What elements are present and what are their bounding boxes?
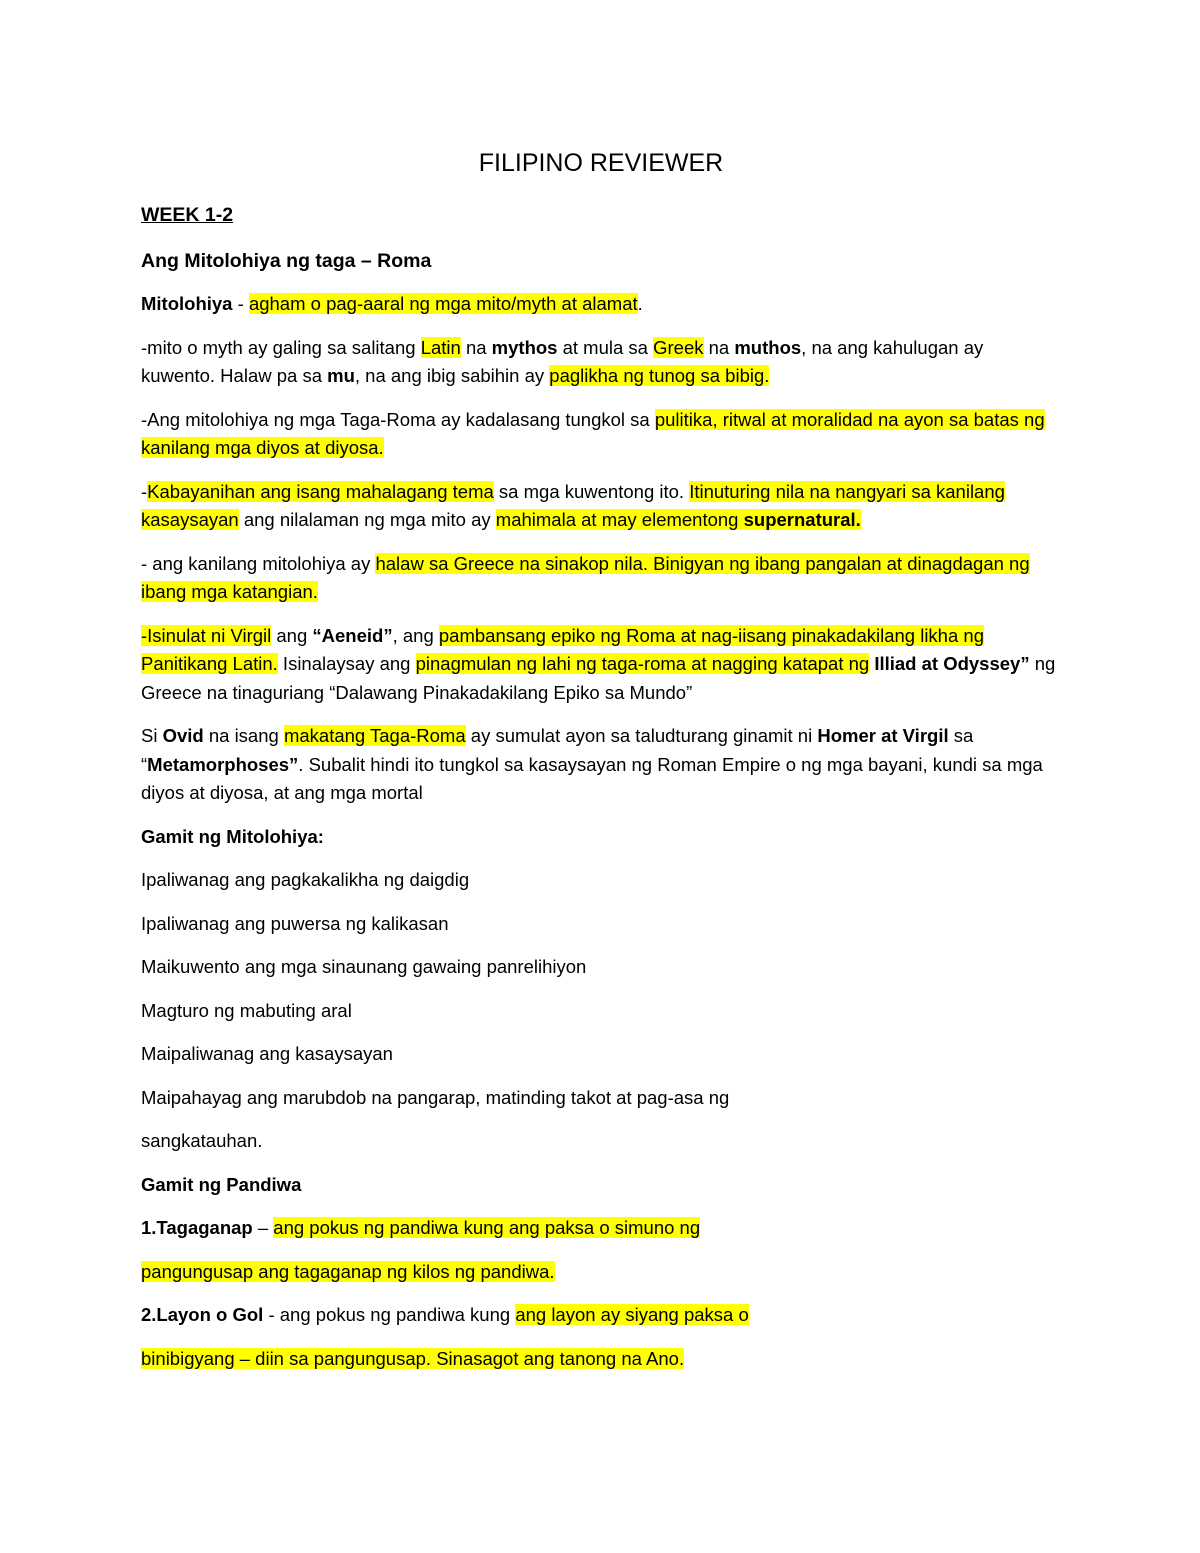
def-highlight: agham o pag-aaral ng mga mito/myth at alamat (248, 293, 638, 314)
text: ng Greece na tinaguriang “Dalawang Pinakadakilang Epiko sa Mundo” (141, 653, 1056, 703)
text: , na ang ibig sabihin ay (354, 365, 550, 386)
definition-paragraph (141, 290, 1061, 319)
paragraph-roma-mythology (141, 406, 1061, 463)
week-text: WEEK 1-2 (141, 204, 234, 226)
bold-term: 1.Tagaganap (141, 1217, 253, 1238)
gamit-item: Maipahayag ang marubdob na pangarap, matinding takot at pag-asa ng (141, 1086, 730, 1108)
bold-term: muthos (734, 336, 802, 358)
gamit-item: Ipaliwanag ang puwersa ng kalikasan (141, 912, 449, 934)
page-title: FILIPINO REVIEWER (478, 149, 724, 177)
paragraph-halaw-greece (141, 550, 1061, 607)
text: na isang (203, 725, 284, 746)
def-end: . (637, 293, 643, 314)
bold-term: mythos (491, 336, 558, 358)
bold-term: Metamorphoses” (147, 753, 299, 775)
gamit-mitolohiya-heading (141, 823, 1061, 852)
text: -Ang mitolohiya ng mga Taga-Roma ay kadalasang tungkol sa (141, 408, 655, 430)
week-label (141, 201, 1061, 230)
text: at mula sa (557, 336, 654, 358)
pandiwa-item-2 (141, 1301, 1061, 1330)
paragraph-ovid (141, 722, 1061, 808)
text: na (460, 336, 492, 358)
highlight: pangungusap ang tagaganap ng kilos ng pandiwa. (141, 1260, 555, 1282)
highlight-bold: supernatural. (743, 509, 861, 530)
highlight: makatang Taga-Roma (283, 725, 466, 746)
highlight: -Isinulat ni Virgil (141, 624, 272, 646)
paragraph-mito-origin (141, 334, 1061, 391)
text: – (252, 1217, 274, 1238)
highlight: halaw sa Greece na sinakop nila. Binigyan ng ibang pangalan at dinagdagan ng ibang mga katangian. (141, 552, 1030, 602)
text: Si (141, 725, 163, 746)
paragraph-virgil-aeneid (141, 622, 1061, 708)
highlight: ang layon ay siyang paksa o (515, 1304, 749, 1325)
text: - ang kanilang mitolohiya ay (141, 552, 376, 574)
heading-text: Gamit ng Pandiwa (141, 1173, 302, 1195)
highlight: pulitika, ritwal at moralidad na ayon sa batas ng kanilang mga diyos at diyosa. (141, 408, 1045, 458)
text: , na ang kahulugan ay kuwento. Halaw pa sa (141, 336, 984, 386)
bold-term: Homer at Virgil (817, 725, 949, 746)
text: na (703, 336, 735, 358)
highlight: Latin (420, 336, 461, 358)
def-sep: - (232, 293, 249, 314)
bold-term: Ovid (162, 725, 204, 746)
highlight: binibigyang – diin sa pangungusap. Sinasagot ang tanong na Ano. (141, 1347, 685, 1369)
text: ay sumulat ayon sa taludturang ginamit ni (465, 725, 818, 746)
highlight: ang pokus ng pandiwa kung ang paksa o simuno ng (273, 1217, 701, 1238)
highlight: Greek (653, 336, 704, 358)
text: sa “ (141, 725, 974, 775)
text: - ang pokus ng pandiwa kung (263, 1304, 516, 1325)
document-content (141, 146, 1061, 1388)
gamit-item: Magturo ng mabuting aral (141, 999, 352, 1021)
highlight: Itinuturing nila na nangyari sa kanilang kasaysayan (141, 480, 1005, 530)
text: , ang (392, 624, 439, 646)
gamit-item: Maikuwento ang mga sinaunang gawaing panrelihiyon (141, 956, 587, 977)
section-heading: Ang Mitolohiya ng taga – Roma (141, 249, 432, 272)
bold-term: “Aeneid” (312, 624, 393, 646)
bold-term: mu (327, 365, 355, 386)
highlight: paglikha ng tunog sa bibig. (549, 365, 770, 386)
highlight: Kabayanihan ang isang mahalagang tema (147, 480, 494, 502)
gamit-pandiwa-heading (141, 1171, 1061, 1200)
gamit-item: sangkatauhan. (141, 1130, 263, 1151)
text: Isinalaysay ang (277, 653, 416, 674)
gamit-item: Ipaliwanag ang pagkakalikha ng daigdig (141, 869, 470, 890)
highlight: mahimala at may elementong (495, 509, 744, 530)
bold-term: Illiad at Odyssey” (874, 653, 1030, 674)
paragraph-kabayanihan (141, 478, 1061, 535)
text: ang (271, 624, 313, 646)
heading-text: Gamit ng Mitolohiya: (141, 825, 324, 847)
pandiwa-item-1 (141, 1214, 1061, 1243)
text: . Subalit hindi ito tungkol sa kasaysayan ng Roman Empire o ng mga bayani, kundi sa mga diyos at diyosa, at ang mga mortal (141, 753, 1043, 803)
text: -mito o myth ay galing sa salitang (141, 336, 421, 358)
text: ang nilalaman ng mga mito ay (238, 509, 496, 530)
highlight: pambansang epiko ng Roma at nag-iisang pinakadakilang likha ng Panitikang Latin. (141, 624, 984, 674)
def-term: Mitolohiya (141, 293, 233, 314)
pandiwa-item-2-cont (141, 1345, 1061, 1374)
text: sa mga kuwentong ito. (493, 480, 690, 502)
highlight: pinagmulan ng lahi ng taga-roma at nagging katapat ng (415, 653, 870, 674)
pandiwa-item-1-cont (141, 1258, 1061, 1287)
bold-term: 2.Layon o Gol (141, 1304, 264, 1325)
text: - (141, 480, 148, 502)
gamit-item: Maipaliwanag ang kasaysayan (141, 1043, 393, 1064)
